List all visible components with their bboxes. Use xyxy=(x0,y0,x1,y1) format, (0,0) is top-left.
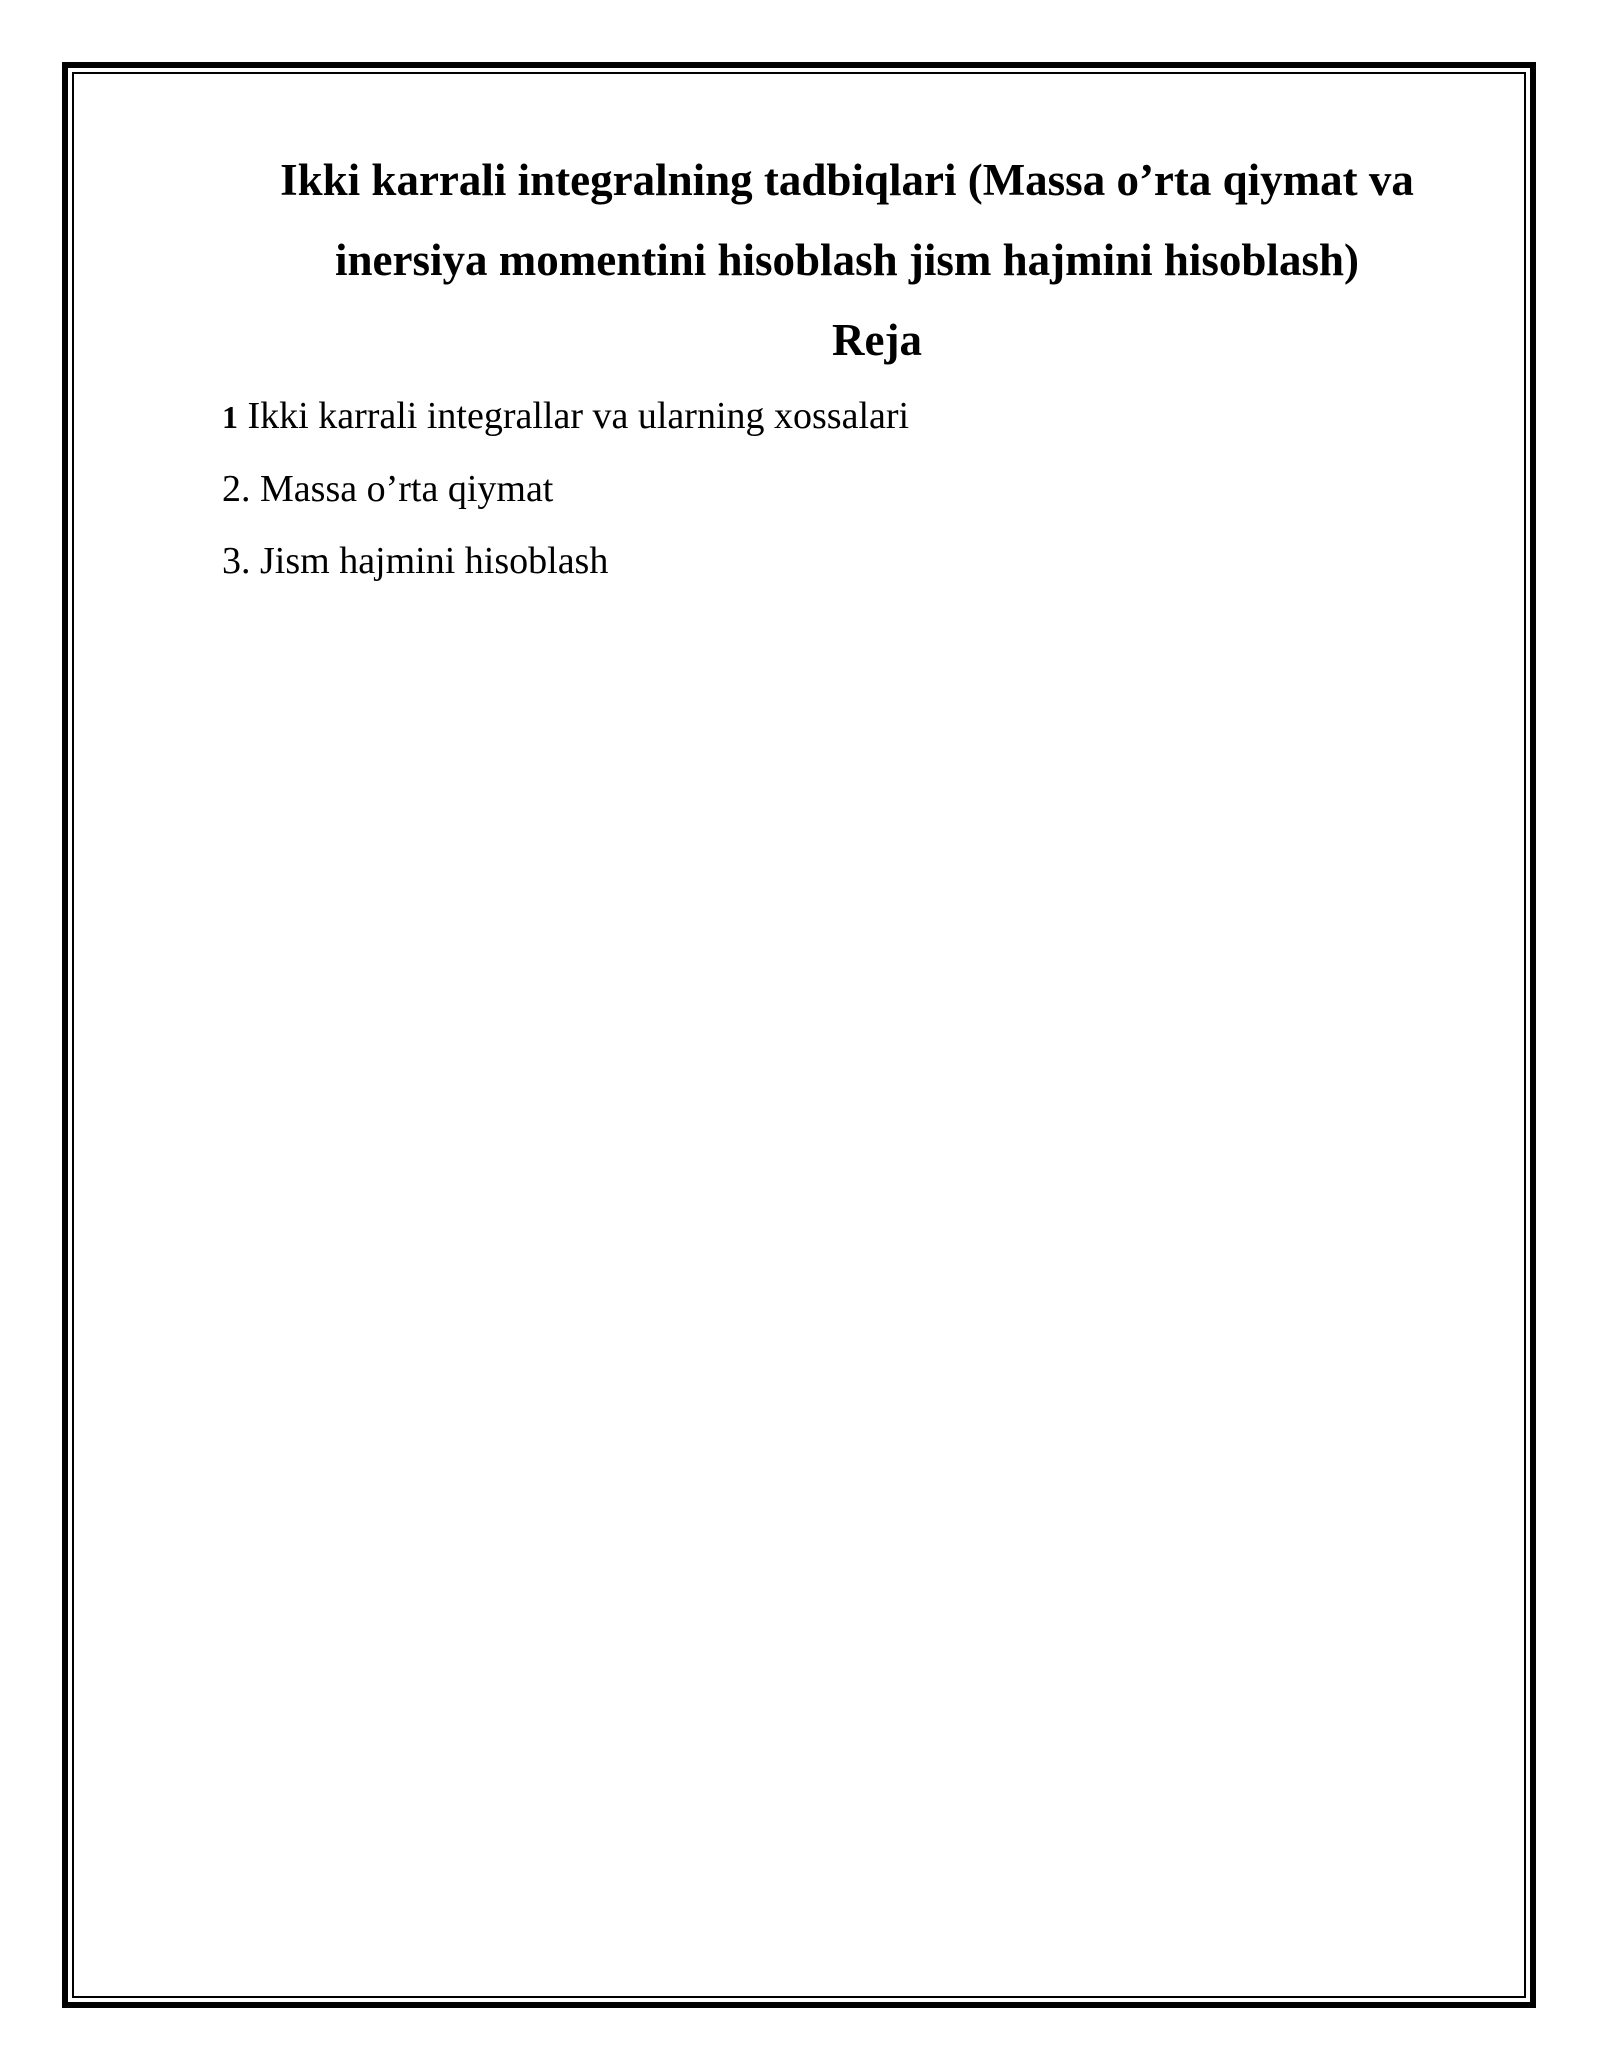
plan-item xyxy=(222,453,1472,525)
plan-heading: Reja xyxy=(832,315,922,365)
plan-item-text: Jism hajmini hisoblash xyxy=(250,540,609,582)
plan-list xyxy=(222,380,1472,597)
plan-item-number: 3. xyxy=(222,540,251,582)
plan-item-text: Ikki karrali integrallar va ularning xossalari xyxy=(238,395,910,437)
plan-item xyxy=(222,525,1472,597)
plan-item-number: 2. xyxy=(222,468,251,510)
document-content xyxy=(222,140,1472,597)
plan-item xyxy=(222,380,1472,453)
plan-item-number: 1 xyxy=(222,399,238,435)
document-title: Ikki karrali integralning tadbiqlari (Massa o’rta qiymat va inersiya momentini hisoblash jism hajmini hisoblash) xyxy=(280,155,1414,285)
plan-item-text: Massa o’rta qiymat xyxy=(250,468,554,510)
